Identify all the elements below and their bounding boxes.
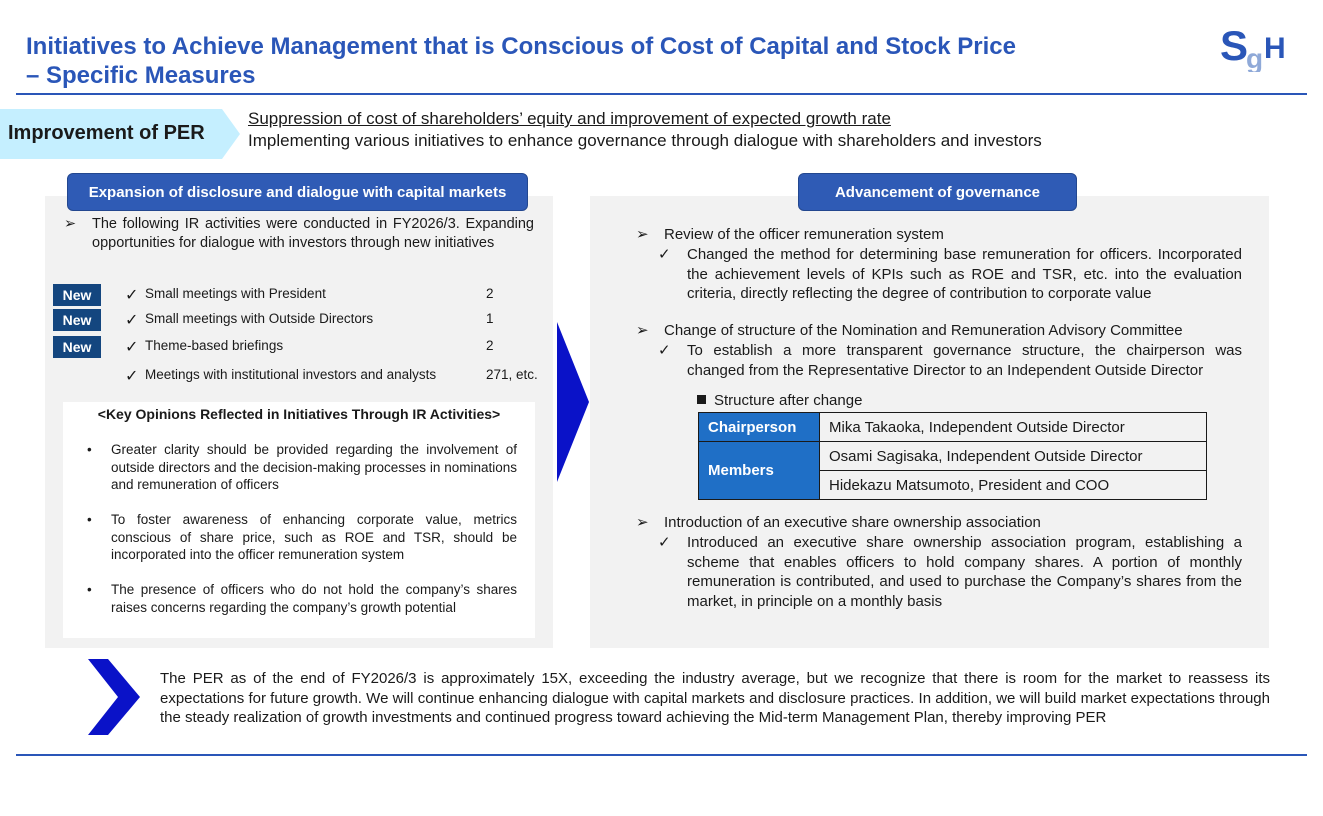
bullet-dot-icon: • bbox=[87, 582, 92, 597]
key-opinions-title: <Key Opinions Reflected in Initiatives Through IR Activities> bbox=[97, 406, 501, 422]
svg-text:S: S bbox=[1220, 22, 1249, 69]
new-badge: New bbox=[53, 336, 101, 358]
arrow-bullet-icon: ➢ bbox=[64, 216, 77, 232]
governance-item-remuneration bbox=[636, 225, 1242, 245]
per-summary-line-1: Suppression of cost of shareholders’ equity and improvement of expected growth rate bbox=[248, 109, 891, 128]
chevron-right-icon bbox=[557, 322, 589, 487]
governance-item-committee bbox=[636, 321, 1242, 341]
opinion-item bbox=[87, 441, 517, 494]
per-summary-line-2: Implementing various initiatives to enhance governance through dialogue with shareholders and investors bbox=[248, 131, 1042, 150]
check-icon: ✓ bbox=[125, 287, 139, 304]
ir-activity-count: 2 bbox=[486, 286, 494, 301]
ir-activity-label: Meetings with institutional investors and analysts bbox=[145, 367, 437, 382]
sgh-logo-icon bbox=[1220, 22, 1294, 72]
governance-item-title: Introduction of an executive share ownership association bbox=[664, 514, 1041, 531]
ir-intro-text: The following IR activities were conducted in FY2026/3. Expanding opportunities for dialogue with investors through new initiatives bbox=[92, 216, 534, 251]
ir-activity-label: Small meetings with President bbox=[145, 286, 326, 301]
check-icon: ✓ bbox=[658, 342, 671, 359]
ir-activity-row bbox=[53, 284, 553, 306]
table-row bbox=[699, 413, 1207, 442]
per-summary bbox=[248, 108, 1042, 152]
governance-item-title: Change of structure of the Nomination and Remuneration Advisory Committee bbox=[664, 322, 1183, 339]
structure-label-text: Structure after change bbox=[714, 392, 863, 409]
chevron-right-icon bbox=[88, 659, 140, 740]
ir-activity-count: 271, etc. bbox=[486, 367, 538, 382]
governance-detail-text: Introduced an executive share ownership association program, establishing a scheme that enables officers to hold company shares. A portion of monthly remuneration is contributed, and used to purchase the Company’s shares from the market, in principle on a monthly basis bbox=[687, 534, 1242, 610]
table-key-members: Members bbox=[699, 442, 820, 500]
governance-item-detail bbox=[658, 341, 1242, 380]
check-icon: ✓ bbox=[658, 534, 671, 551]
page-title bbox=[26, 32, 1186, 90]
opinion-item bbox=[87, 511, 517, 564]
page-title-line-2: – Specific Measures bbox=[26, 62, 256, 89]
ir-activity-label: Small meetings with Outside Directors bbox=[145, 311, 374, 326]
governance-item-detail bbox=[658, 245, 1242, 304]
ir-activity-row bbox=[53, 309, 553, 331]
governance-detail-text: Changed the method for determining base remuneration for officers. Incorporated the achievement levels of KPIs such as ROE and TSR, etc. into the evaluation criteria, directly reflecting the degree of contribution to corporate value bbox=[687, 246, 1242, 302]
ir-activity-row bbox=[53, 336, 553, 358]
governance-detail-text: To establish a more transparent governance structure, the chairperson was changed from the Representative Director to an Independent Outside Director bbox=[687, 342, 1242, 379]
per-tag bbox=[0, 109, 240, 159]
bullet-dot-icon: • bbox=[87, 512, 92, 527]
square-bullet-icon bbox=[697, 395, 706, 404]
svg-text:g: g bbox=[1246, 43, 1264, 72]
key-opinions-box bbox=[63, 402, 535, 638]
governance-item-title: Review of the officer remuneration system bbox=[664, 226, 944, 243]
table-value-member: Osami Sagisaka, Independent Outside Director bbox=[820, 442, 1207, 471]
table-value-member: Hidekazu Matsumoto, President and COO bbox=[820, 471, 1207, 500]
svg-text:H: H bbox=[1264, 32, 1286, 65]
governance-heading: Advancement of governance bbox=[798, 173, 1077, 211]
governance-item-share-ownership bbox=[636, 513, 1242, 533]
ir-activity-count: 1 bbox=[486, 311, 494, 326]
check-icon: ✓ bbox=[125, 339, 139, 356]
ir-activity-row bbox=[53, 365, 553, 387]
arrow-bullet-icon: ➢ bbox=[636, 322, 649, 339]
new-badge: New bbox=[53, 284, 101, 306]
check-icon: ✓ bbox=[125, 312, 139, 329]
per-tag-label: Improvement of PER bbox=[8, 122, 205, 144]
ir-activity-count: 2 bbox=[486, 338, 494, 353]
check-icon: ✓ bbox=[125, 368, 139, 385]
table-value-chairperson: Mika Takaoka, Independent Outside Director bbox=[820, 413, 1207, 442]
committee-structure-table bbox=[698, 412, 1207, 500]
opinion-text: The presence of officers who do not hold the company’s shares raises concerns regarding the company’s growth potential bbox=[111, 582, 517, 615]
new-badge: New bbox=[53, 309, 101, 331]
header-divider bbox=[16, 93, 1307, 95]
governance-item-detail bbox=[658, 533, 1242, 611]
opinion-item bbox=[87, 581, 517, 616]
structure-label bbox=[697, 392, 862, 409]
opinion-text: Greater clarity should be provided regarding the involvement of outside directors and the decision-making processes in nominations and remuneration of officers bbox=[111, 442, 517, 492]
disclosure-heading: Expansion of disclosure and dialogue with capital markets bbox=[67, 173, 528, 211]
opinion-text: To foster awareness of enhancing corporate value, metrics conscious of share price, such as ROE and TSR, should be incorporated into the officer remuneration system bbox=[111, 512, 517, 562]
footer-divider bbox=[16, 754, 1307, 756]
conclusion-text: The PER as of the end of FY2026/3 is approximately 15X, exceeding the industry average, but we recognize that there is room for the market to reassess its expectations for future growth. We will continue enhancing dialogue with capital markets and disclosure practices. In addition, we will build market expectations through the steady realization of growth investments and continued progress toward achieving the Mid-term Management Plan, thereby improving PER bbox=[160, 670, 1270, 726]
table-row bbox=[699, 442, 1207, 471]
arrow-bullet-icon: ➢ bbox=[636, 226, 649, 243]
table-key-chairperson: Chairperson bbox=[699, 413, 820, 442]
bullet-dot-icon: • bbox=[87, 442, 92, 457]
ir-activity-label: Theme-based briefings bbox=[145, 338, 284, 353]
ir-intro bbox=[64, 215, 534, 253]
arrow-bullet-icon: ➢ bbox=[636, 514, 649, 531]
page-title-line-1: Initiatives to Achieve Management that is Conscious of Cost of Capital and Stock Price bbox=[26, 33, 1016, 60]
check-icon: ✓ bbox=[658, 246, 671, 263]
